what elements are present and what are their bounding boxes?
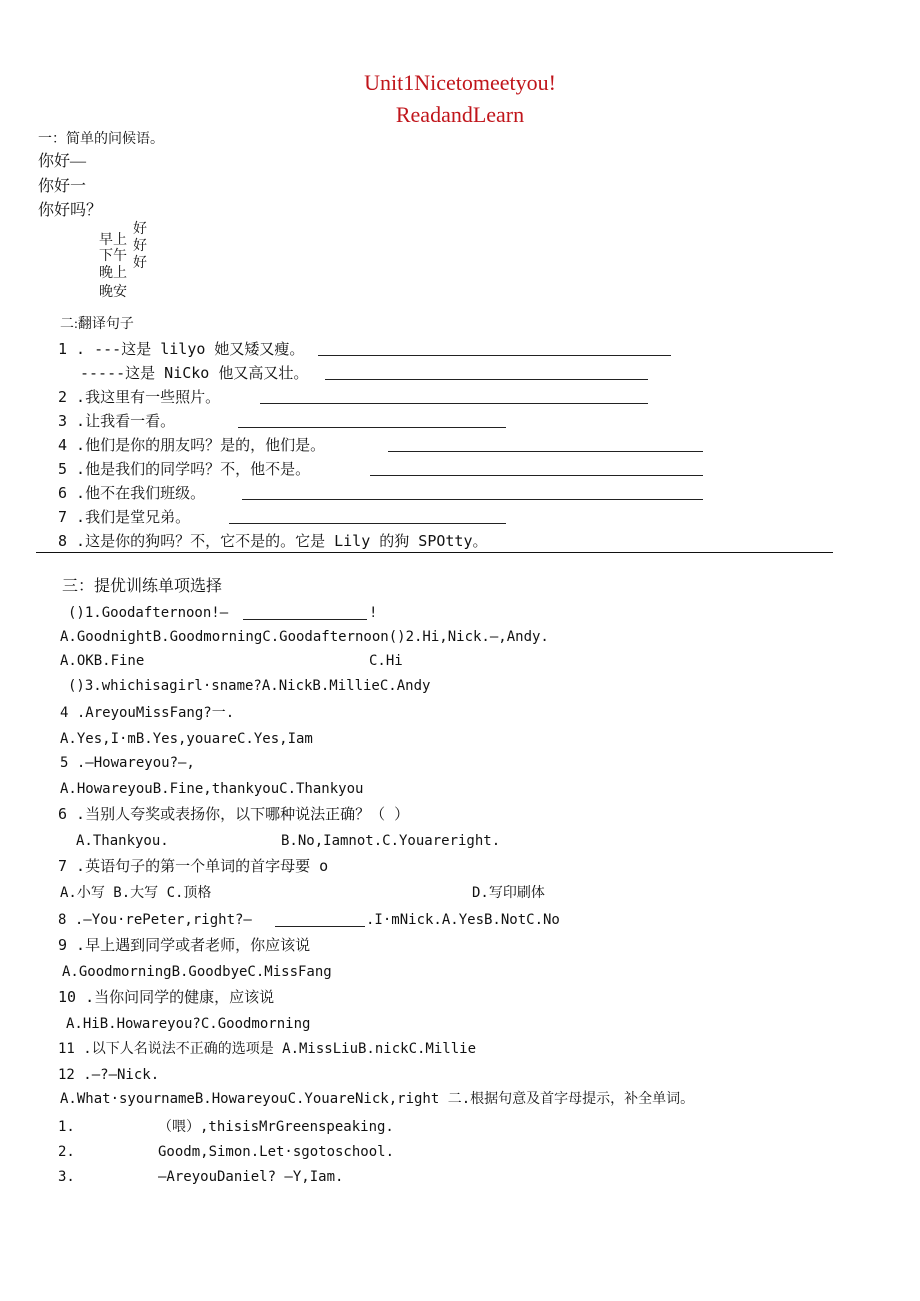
question-7: 7 .英语句子的第一个单词的首字母要 o [58, 857, 329, 875]
answer-blank[interactable] [370, 475, 703, 476]
answer-blank[interactable] [325, 379, 648, 380]
greeting-line: 你好吗？ [38, 202, 103, 219]
stack-hao-2: 好 [133, 239, 147, 254]
question-4: 4 .AreyouMissFang?一. [60, 705, 235, 721]
question-2-options-ab: A.OKB.Fine [60, 653, 145, 669]
answer-blank[interactable] [388, 451, 703, 452]
section-divider [36, 552, 833, 553]
stack-zaoshang: 早上 [99, 233, 127, 248]
fill-sentence-2: Goodm,Simon.Let·sgotoschool. [158, 1144, 395, 1160]
question-8-start: 8 .—You·rePeter,right?— [58, 912, 252, 928]
fill-number-1: 1. [58, 1119, 75, 1135]
question-4-options: A.Yes,I·mB.Yes,youareC.Yes,Iam [60, 731, 313, 747]
fill-sentence-1: （喂）,thisisMrGreenspeaking. [158, 1119, 394, 1135]
question-1-options: A.GoodnightB.GoodmorningC.Goodafternoon()2.Hi,Nick.—,Andy. [60, 629, 549, 645]
answer-blank[interactable] [275, 926, 365, 927]
translate-item-8: 8 .这是你的狗吗？不，它不是的。它是 Lily 的狗 SPOtty。 [58, 532, 488, 550]
section3-heading: 三：提优训练单项选择 [62, 578, 223, 595]
question-10: 10 .当你问同学的健康，应该说 [58, 988, 275, 1006]
question-6-option-a: A.Thankyou. [76, 833, 169, 849]
greeting-line: 你好一 [38, 178, 87, 195]
answer-blank[interactable] [229, 523, 506, 524]
question-8-end: .I·mNick.A.YesB.NotC.No [366, 912, 560, 928]
stack-hao-3: 好 [133, 256, 147, 271]
stack-wanshang: 晚上 [99, 266, 127, 281]
page-title: Unit1Nicetomeetyou! [364, 70, 556, 95]
question-6: 6 .当别人夸奖或表扬你，以下哪种说法正确？（ ） [58, 805, 410, 823]
translate-item-1b: -----这是 NiCko 他又高又壮。 [80, 364, 309, 382]
question-9: 9 .早上遇到同学或者老师，你应该说 [58, 936, 311, 954]
question-12-options: A.What·syournameB.HowareyouC.YouareNick,right 二.根据句意及首字母提示，补全单词。 [60, 1091, 695, 1107]
translate-item-3: 3 .让我看一看。 [58, 412, 176, 430]
question-1: ()1.Goodafternoon!— [68, 605, 229, 621]
question-7-option-d: D.写印刷体 [472, 885, 545, 901]
page-subtitle: ReadandLearn [395, 102, 525, 127]
question-6-options-bc: B.No,Iamnot.C.Youareright. [281, 833, 501, 849]
translate-item-5: 5 .他是我们的同学吗？不，他不是。 [58, 460, 311, 478]
answer-blank[interactable] [243, 619, 367, 620]
answer-blank[interactable] [318, 355, 671, 356]
translate-item-2: 2 .我这里有一些照片。 [58, 388, 221, 406]
answer-blank[interactable] [260, 403, 648, 404]
question-7-options: A.小写 B.大写 C.顶格 [60, 885, 212, 901]
question-5: 5 .—Howareyou?—, [60, 755, 195, 771]
answer-blank[interactable] [238, 427, 506, 428]
stack-wanan: 晚安 [99, 285, 127, 300]
question-11: 11 .以下人名说法不正确的选项是 A.MissLiuB.nickC.Millie [58, 1041, 477, 1057]
fill-number-3: 3. [58, 1169, 75, 1185]
answer-blank[interactable] [242, 499, 703, 500]
question-9-options: A.GoodmorningB.GoodbyeC.MissFang [62, 964, 332, 980]
question-10-options: A.HiB.Howareyou?C.Goodmorning [66, 1016, 311, 1032]
question-12: 12 .—?—Nick. [58, 1067, 160, 1083]
translate-item-4: 4 .他们是你的朋友吗？是的，他们是。 [58, 436, 326, 454]
fill-number-2: 2. [58, 1144, 75, 1160]
question-2-option-c: C.Hi [369, 653, 403, 669]
section2-heading: 二:翻译句子 [60, 317, 134, 332]
stack-xiawu: 下午 [99, 249, 127, 264]
question-1-end: ! [369, 605, 378, 621]
translate-item-1a: 1 . ---这是 lilyo 她又矮又瘦。 [58, 340, 305, 358]
greeting-line: 你好— [38, 153, 87, 170]
section1-heading: 一：简单的问候语。 [38, 132, 164, 147]
question-5-options: A.HowareyouB.Fine,thankyouC.Thankyou [60, 781, 364, 797]
translate-item-7: 7 .我们是堂兄弟。 [58, 508, 191, 526]
translate-item-6: 6 .他不在我们班级。 [58, 484, 206, 502]
stack-hao-1: 好 [133, 222, 147, 237]
fill-sentence-3: —AreyouDaniel? —Y,Iam. [158, 1169, 344, 1185]
question-3: ()3.whichisagirl·sname?A.NickB.MillieC.Andy [68, 678, 431, 694]
